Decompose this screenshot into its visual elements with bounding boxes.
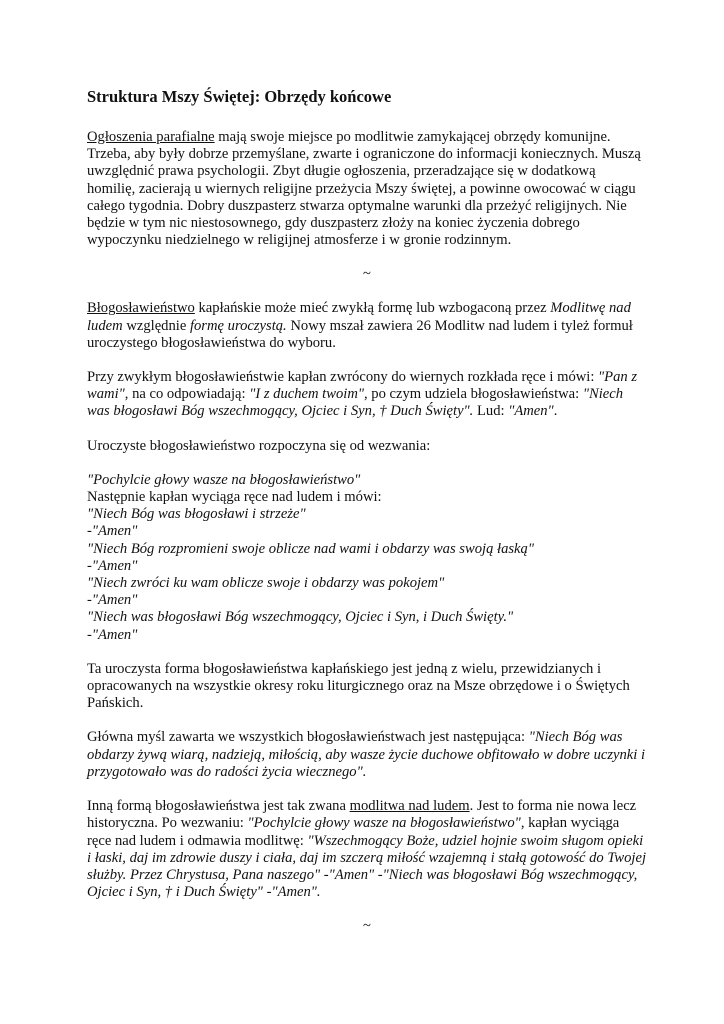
rite-line: Następnie kapłan wyciąga ręce nad ludem i mówi:	[87, 489, 382, 506]
link-prayer-over-people[interactable]: modlitwa nad ludem	[349, 798, 470, 815]
italic-text: "Amen"	[508, 403, 554, 420]
paragraph-text: Główna myśl zawarta we wszystkich błogosławieństwach jest następująca:	[87, 729, 529, 746]
italic-text: "Wszechmogący Boże, udziel hojnie swoim sługom opieki i łaski, daj im zdrowie duszy i ciała, daj im szczerą miłość wzajemną i stałą gotowość do Twojej służby. Przez Chrystusa, Pana naszego" -"Amen" -"Niech was błogosławi Bóg wszechmogący, Ojciec i Syn, † i Duch Święty" -"Amen".	[87, 832, 647, 901]
paragraph-text: Przy zwykłym błogosławieństwie kapłan zwrócony do wiernych rozkłada ręce i mówi:	[87, 369, 599, 386]
paragraph-simple-blessing	[87, 369, 647, 421]
rite-lines	[87, 472, 647, 644]
italic-text: "Niech Bóg was obdarzy żywą wiarą, nadzieją, miłością, aby wasze życie duchowe obfitowało w dobre uczynki i przygotowało was do radości życia wiecznego".	[87, 729, 646, 780]
paragraph-prayer-over-people	[87, 798, 647, 901]
paragraph-text: Nowy mszał zawiera 26 Modlitw nad ludem i tyleż formuł uroczystego błogosławieństwa do wyboru.	[87, 317, 633, 351]
rite-line: "Niech Bóg rozpromieni swoje oblicze nad wami i obdarzy was swoją łaską"	[87, 540, 534, 557]
paragraph-text: .	[553, 403, 558, 420]
rite-line: "Niech Bóg was błogosławi i strzeże"	[87, 506, 306, 523]
paragraph-text: kapłańskie może mieć zwykłą formę lub wzbogaconą przez	[194, 300, 551, 317]
rite-line: "Pochylcie głowy wasze na błogosławieństwo"	[87, 471, 361, 488]
section-separator: ~	[363, 266, 371, 283]
paragraph-main-thought	[87, 729, 647, 781]
paragraph-text: , na co odpowiadają:	[124, 386, 250, 403]
document-body	[87, 87, 647, 952]
paragraph-announcements	[87, 129, 647, 249]
rite-line: "Niech was błogosławi Bóg wszechmogący, Ojciec i Syn, i Duch Święty."	[87, 609, 514, 626]
paragraph-blessing	[87, 300, 647, 352]
rite-line: -"Amen"	[87, 557, 138, 574]
rite-line: -"Amen"	[87, 592, 138, 609]
italic-text: formę uroczystą.	[189, 317, 287, 334]
paragraph-text: mają swoje miejsce po modlitwie zamykającej obrzędy komunijne. Trzeba, aby były dobrze przemyślane, zwarte i ograniczone do informacji koniecznych. Muszą uwzględnić prawa psychologii. Zbyt długie ogłoszenia, przeradzające się w dodatkową homilię, zacierają u wiernych religijne przeżycia Mszy świętej, a powinne owocować w ciągu całego tygodnia. Dobry duszpasterz stwarza optymalne warunki dla przeżyć religijnych. Nie będzie w tym nic niestosownego, gdy duszpasterz złoży na koniec życzenia dobrego wypoczynku niedzielnego w religijnej atmosferze i w gronie rodzinnym.	[87, 129, 641, 249]
link-blessing[interactable]: Błogosławieństwo	[87, 300, 195, 317]
link-announcements[interactable]: Ogłoszenia parafialne	[87, 129, 215, 145]
paragraph-solemn-form: Ta uroczysta forma błogosławieństwa kapłańskiego jest jedną z wielu, przewidzianych i opracowanych na wszystkie okresy roku liturgicznego oraz na Msze obrzędowe i o Świętych Pańskich.	[87, 660, 630, 712]
section-separator: ~	[363, 918, 371, 935]
italic-text: "I z duchem twoim"	[249, 386, 364, 403]
paragraph-solemn-intro: Uroczyste błogosławieństwo rozpoczyna się od wezwania:	[87, 437, 431, 454]
rite-line: "Niech zwróci ku wam oblicze swoje i obdarzy was pokojem"	[87, 575, 445, 592]
paragraph-text: , po czym udziela błogosławieństwa:	[364, 386, 583, 403]
italic-text: Modlitwę nad ludem	[87, 300, 631, 334]
rite-line: -"Amen"	[87, 626, 138, 643]
italic-text: "Pan z wami"	[87, 369, 638, 403]
paragraph-text: , kapłan wyciąga ręce nad ludem i odmawia modlitwę:	[87, 815, 620, 849]
paragraph-text: względnie	[122, 317, 190, 334]
page-title: Struktura Mszy Świętej: Obrzędy końcowe	[87, 87, 392, 106]
rite-line: -"Amen"	[87, 523, 138, 540]
italic-text: "Pochylcie głowy wasze na błogosławieństwo"	[247, 815, 521, 832]
paragraph-text: Lud:	[473, 403, 509, 420]
paragraph-text: . Jest to forma nie nowa lecz historyczna. Po wezwaniu:	[87, 798, 637, 832]
paragraph-text: Inną formą błogosławieństwa jest tak zwana	[87, 798, 350, 815]
italic-text: "Niech was błogosławi Bóg wszechmogący, Ojciec i Syn, † Duch Święty".	[87, 386, 624, 420]
